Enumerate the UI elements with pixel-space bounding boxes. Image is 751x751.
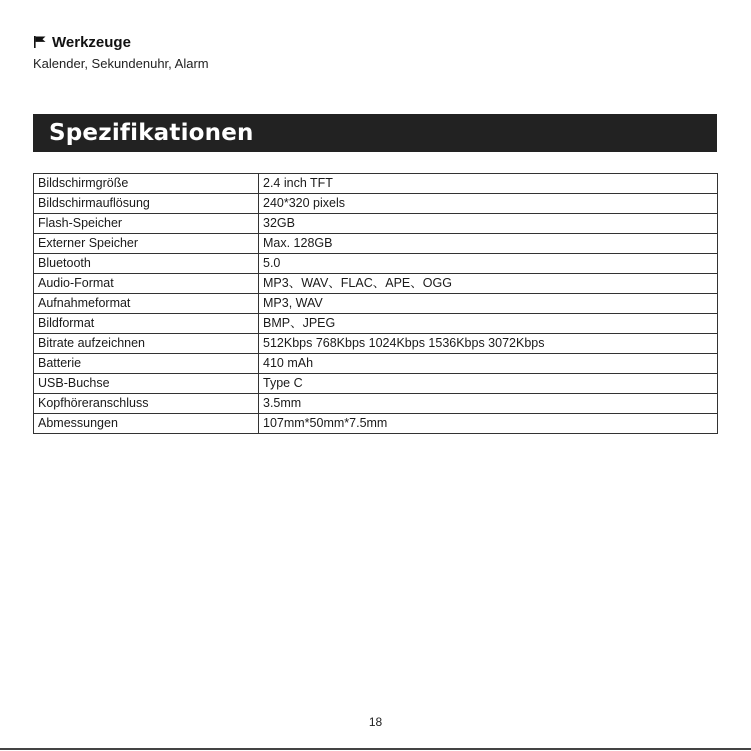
tools-section bbox=[33, 32, 209, 71]
specs-heading: Spezifikationen bbox=[33, 114, 717, 152]
spec-value: 2.4 inch TFT bbox=[259, 174, 718, 194]
specs-table bbox=[33, 173, 718, 434]
spec-label: USB-Buchse bbox=[34, 374, 259, 394]
bottom-divider bbox=[0, 748, 751, 750]
page-number: 18 bbox=[368, 715, 383, 729]
table-row bbox=[34, 314, 718, 334]
spec-value: MP3、WAV、FLAC、APE、OGG bbox=[259, 274, 718, 294]
spec-label: Bitrate aufzeichnen bbox=[34, 334, 259, 354]
table-row bbox=[34, 174, 718, 194]
tools-header bbox=[33, 32, 209, 52]
spec-label: Flash-Speicher bbox=[34, 214, 259, 234]
spec-label: Abmessungen bbox=[34, 414, 259, 434]
table-row bbox=[34, 334, 718, 354]
table-row bbox=[34, 194, 718, 214]
spec-value: Type C bbox=[259, 374, 718, 394]
spec-value: 240*320 pixels bbox=[259, 194, 718, 214]
spec-value: 5.0 bbox=[259, 254, 718, 274]
spec-label: Audio-Format bbox=[34, 274, 259, 294]
table-row bbox=[34, 234, 718, 254]
table-row bbox=[34, 414, 718, 434]
spec-label: Kopfhöreranschluss bbox=[34, 394, 259, 414]
spec-label: Bildschirmgröße bbox=[34, 174, 259, 194]
table-row bbox=[34, 354, 718, 374]
tools-description: Kalender, Sekundenuhr, Alarm bbox=[33, 56, 209, 71]
spec-value: Max. 128GB bbox=[259, 234, 718, 254]
spec-value: 410 mAh bbox=[259, 354, 718, 374]
spec-value: 512Kbps 768Kbps 1024Kbps 1536Kbps 3072Kbps bbox=[259, 334, 718, 354]
flag-icon bbox=[33, 35, 47, 49]
spec-value: MP3, WAV bbox=[259, 294, 718, 314]
spec-value: 107mm*50mm*7.5mm bbox=[259, 414, 718, 434]
spec-label: Batterie bbox=[34, 354, 259, 374]
spec-value: BMP、JPEG bbox=[259, 314, 718, 334]
spec-label: Bildformat bbox=[34, 314, 259, 334]
spec-label: Externer Speicher bbox=[34, 234, 259, 254]
spec-value: 32GB bbox=[259, 214, 718, 234]
spec-label: Bildschirmauflösung bbox=[34, 194, 259, 214]
spec-label: Aufnahmeformat bbox=[34, 294, 259, 314]
table-row bbox=[34, 294, 718, 314]
table-row bbox=[34, 374, 718, 394]
tools-title: Werkzeuge bbox=[52, 33, 131, 51]
table-row bbox=[34, 274, 718, 294]
spec-label: Bluetooth bbox=[34, 254, 259, 274]
table-row bbox=[34, 394, 718, 414]
table-row bbox=[34, 254, 718, 274]
spec-value: 3.5mm bbox=[259, 394, 718, 414]
table-row bbox=[34, 214, 718, 234]
